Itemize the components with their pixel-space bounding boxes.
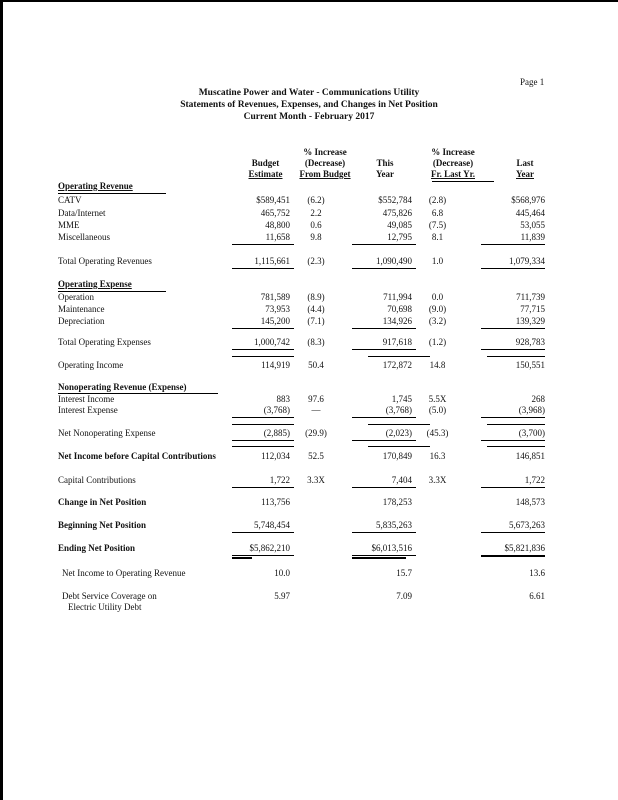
subtotal-rule <box>232 417 294 418</box>
total-rule <box>352 268 416 269</box>
total-rule <box>368 356 430 357</box>
col-header-budget: Budget Estimate <box>248 158 283 179</box>
total-rule <box>352 557 406 559</box>
table-row: CATV $589,451 (6.2) $552,784 (2.8) $568,976 <box>58 195 545 205</box>
subtotal-rule <box>352 417 416 418</box>
table-row: Net Income to Operating Revenue 10.0 15.7 13.6 <box>62 568 545 578</box>
page-number: Page 1 <box>520 77 545 87</box>
table-row: Operating Income 114,919 50.4 172,872 14.8 150,551 <box>58 360 545 370</box>
total-rule <box>352 555 416 556</box>
total-rule <box>232 268 294 269</box>
col-header-last-year: Last Year <box>516 158 534 179</box>
table-row: MME 48,800 0.6 49,085 (7.5) 53,055 <box>58 220 545 230</box>
subtotal-rule <box>232 487 294 488</box>
table-row: Change in Net Position 113,756 178,253 148,573 <box>58 497 545 507</box>
total-rule <box>368 446 430 447</box>
report-period: Current Month - February 2017 <box>243 112 375 122</box>
total-rule <box>232 349 294 350</box>
table-row-total: Ending Net Position $5,862,210 $6,013,516 $5,821,836 <box>58 543 545 553</box>
subtotal-rule <box>352 328 416 329</box>
table-row: Net Income before Capital Contributions 112,034 52.5 170,849 16.3 146,851 <box>58 451 545 461</box>
table-row: Maintenance 73,953 (4.4) 70,698 (9.0) 77,715 <box>58 304 545 314</box>
table-row: Capital Contributions 1,722 3.3X 7,404 3.3X 1,722 <box>58 475 545 485</box>
report-subtitle: Statements of Revenues, Expenses, and Changes in Net Position <box>180 100 438 110</box>
table-row: Operation 781,589 (8.9) 711,994 0.0 711,739 <box>58 292 545 302</box>
total-rule <box>232 557 252 559</box>
report-title: Muscatine Power and Water - Communications Utility <box>198 88 420 98</box>
total-rule <box>232 356 294 357</box>
table-row: Debt Service Coverage on 5.97 7.09 6.61 <box>62 591 545 601</box>
table-row-total: Total Operating Expenses 1,000,742 (8.3) 917,618 (1.2) 928,783 <box>58 337 545 347</box>
total-rule <box>232 555 294 556</box>
subtotal-rule <box>352 487 416 488</box>
subtotal-rule <box>352 532 416 533</box>
total-rule <box>481 349 545 350</box>
total-rule <box>232 446 294 447</box>
col-header-this-year: This Year <box>376 158 394 179</box>
subtotal-rule <box>487 424 545 425</box>
section-nonoperating: Nonoperating Revenue (Expense) <box>58 382 187 392</box>
subtotal-rule <box>352 244 416 245</box>
total-rule <box>352 440 416 441</box>
subtotal-rule <box>368 424 430 425</box>
table-row: Miscellaneous 11,658 9.8 12,795 8.1 11,839 <box>58 232 545 242</box>
table-row-continuation: Electric Utility Debt <box>68 602 142 612</box>
section-operating-expense: Operating Expense <box>58 279 132 289</box>
subtotal-rule <box>481 532 545 533</box>
table-row-total: Total Operating Revenues 1,115,661 (2.3) 1,090,490 1.0 1,079,334 <box>58 256 545 266</box>
table-row: Interest Expense (3,768) — (3,768) (5.0) (3,968) <box>58 405 545 415</box>
total-rule <box>352 349 416 350</box>
subtotal-rule <box>481 487 545 488</box>
subtotal-rule <box>481 417 545 418</box>
total-rule <box>481 268 545 269</box>
col-header-pct-budget: % Increase (Decrease) From Budget <box>299 147 351 179</box>
page-border-top <box>0 0 618 2</box>
total-rule <box>487 446 545 447</box>
subtotal-rule <box>232 424 294 425</box>
col-header-pct-last: % Increase (Decrease) Fr. Last Yr. <box>430 147 475 179</box>
subtotal-rule <box>232 244 294 245</box>
section-operating-revenue: Operating Revenue <box>58 181 133 191</box>
table-row: Beginning Net Position 5,748,454 5,835,263 5,673,263 <box>58 520 545 530</box>
total-rule <box>232 440 294 441</box>
subtotal-rule <box>481 328 545 329</box>
total-rule <box>481 555 545 557</box>
subtotal-rule <box>481 244 545 245</box>
total-rule <box>481 440 545 441</box>
header-rule <box>432 181 494 182</box>
section-rule <box>58 193 166 194</box>
subtotal-rule <box>232 532 294 533</box>
total-rule <box>487 356 545 357</box>
subtotal-rule <box>232 328 294 329</box>
table-row: Interest Income 883 97.6 1,745 5.5X 268 <box>58 394 545 404</box>
table-row-total: Net Nonoperating Expense (2,885) (29.9) (2,023) (45.3) (3,700) <box>58 428 545 438</box>
table-row: Depreciation 145,200 (7.1) 134,926 (3.2) 139,329 <box>58 316 545 326</box>
table-row: Data/Internet 465,752 2.2 475,826 6.8 445,464 <box>58 208 545 218</box>
